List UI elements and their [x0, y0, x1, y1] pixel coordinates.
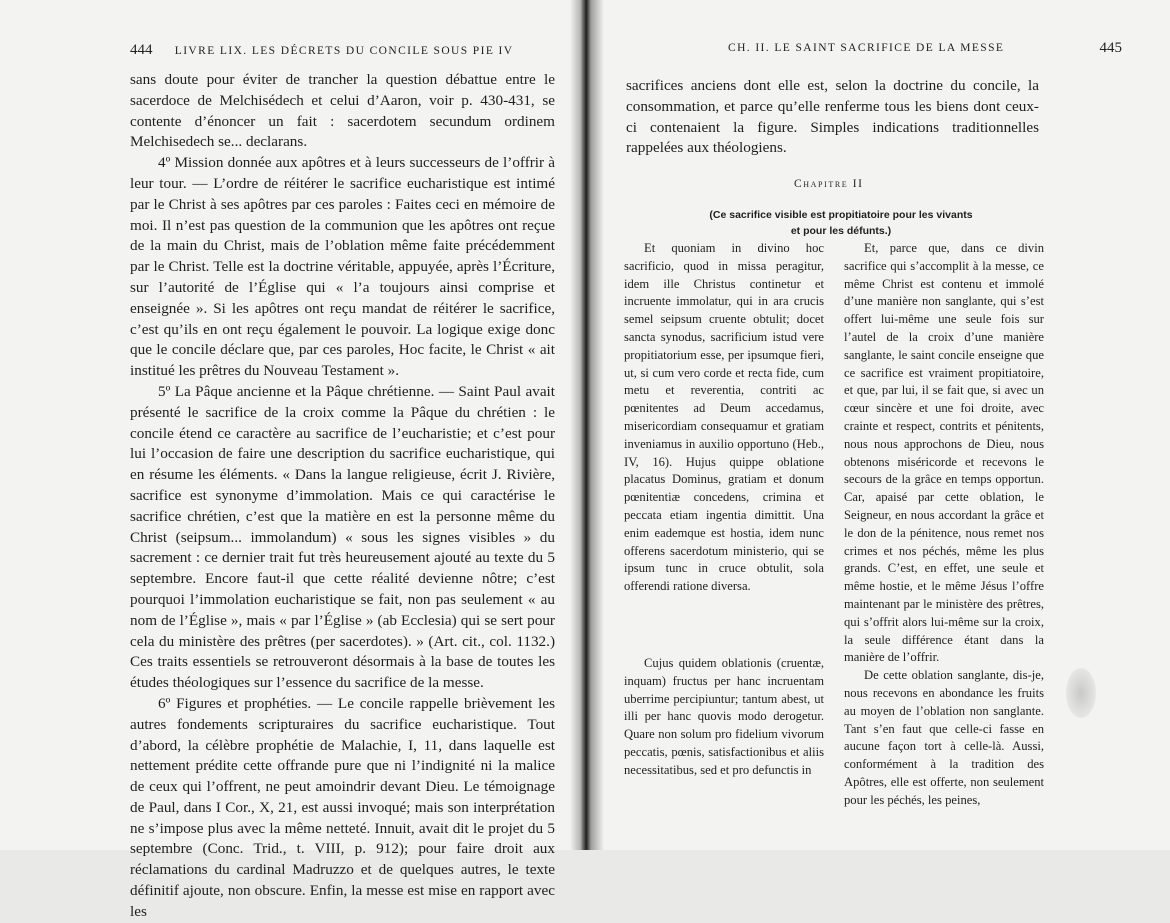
left-paragraph: sans doute pour éviter de trancher la question débattue entre le sacerdoce de Melchisédech et celui d’Aaron, voir p. 430-431, se contente d’énoncer un fait : sacerdotem secundum ordinem Melchisedech se... declarans.: [130, 71, 555, 151]
left-paragraph: 4º Mission donnée aux apôtres et à leurs successeurs de l’offrir à leur tour. — L’ordre de réitérer le sacrifice eucharistique est intimé par le Christ à ses apôtres par ces paroles : Faites ceci en mémoire de moi. Il n’est pas question de la communion que les apôtres ont reçue de la main du Christ, mais de l’oblation même faite précédemment par le Christ. Telle est la doctrine véritable, appuyée, après l’Écriture, sur l’autorité de l’Église qui « l’a toujours ainsi comprise et enseignée ». Si les apôtres ont reçu mandat de réitérer le sacrifice, c’est qu’ils en ont reçu également le pouvoir. La logique exige donc que le concile déclare que, par ces paroles, Hoc facite, le Christ « ait institué les prêtres du Nouveau Testament ».: [130, 154, 555, 380]
chapter-subtitle-line: (Ce sacrifice visible est propitiatoire pour les vivants: [709, 209, 973, 221]
left-body: [130, 70, 555, 923]
latin-column-1: [624, 240, 824, 596]
left-head-title: LIVRE LIX. LES DÉCRETS DU CONCILE SOUS PIE IV: [174, 45, 514, 57]
left-paragraph: 6º Figures et prophéties. — Le concile rappelle brièvement les autres fondements scripturaires du sacrifice eucharistique. Tout d’abord, la célèbre prophétie de Malachie, I, 11, dans laquelle est nettement prédite cette offrande pure que ni l’indignité ni la malice de ceux qui l’offrent, ne peut amoindrir devant Dieu. Le témoignage de Paul, dans I Cor., X, 21, est aussi invoqué; mais son interprétation ne s’impose plus avec la même netteté. Innuit, avait dit le projet du 5 septembre (Conc. Trid., t. VIII, p. 912); pour faire droit aux réclamations du cardinal Madruzzo et de quelques autres, le texte définitif ajoute, non obscure. Enfin, la messe est mise en rapport avec les: [130, 694, 555, 920]
latin-column-2: [624, 655, 824, 780]
right-running-head: [728, 40, 1122, 56]
chapter-title: Chapitre II: [794, 178, 864, 190]
french-column: [844, 240, 1044, 810]
latin-text: Et quoniam in divino hoc sacrificio, quod in missa peragitur, idem ille Christus continetur et incruente immolatur, qui in ara crucis semel seipsum cruente obtulit; docet sancta synodus, sacrificium istud vere propitiatorium esse, per ipsumque fieri, ut, si cum vero corde et recta fide, cum metu et reverentia, contriti ac pœnitentes ad Deum accedamus, misericordiam consequamur et gratiam inveniamus in auxilio opportuno (Heb., IV, 16). Hujus quippe oblatione placatus Dominus, gratiam et donum pœnitentiæ concedens, crimina et peccata etiam ingentia dimittit. Una enim eademque est hostia, idem nunc offerens sacerdotum ministerio, qui se ipsum tunc in cruce obtulit, sola offerendi ratione diversa.: [624, 241, 824, 594]
book-gutter: [570, 0, 604, 850]
left-paragraph: 5º La Pâque ancienne et la Pâque chrétienne. — Saint Paul avait présenté le sacrifice de la croix comme la Pâque du chrétien : le concile étend ce caractère au sacrifice de l’eucharistie; et c’est pour lui l’occasion de faire une description du sacrifice eucharistique, qui en résume les éléments. « Dans la langue religieuse, écrit J. Rivière, sacrifice est synonyme d’immolation. Mais ce qui caractérise le sacrifice chrétien, c’est que la matière en est la personne même du Christ (seipsum... immolandum) « sous les signes visibles » du sacrement : ce dernier trait fut très heureusement ajouté au texte du 5 septembre. Encore faut-il que cette réalité devienne nôtre; c’est pourquoi l’immolation eucharistique se fait, non pas seulement « au nom de l’Église », mais « par l’Église » (ab Ecclesia) qui se sert pour cela du ministère des prêtres (per sacerdotes). » (Art. cit., col. 1132.) Ces traits essentiels se retrouveront désormais à la base de toutes les études théologiques sur l’essence du sacrifice de la messe.: [130, 382, 555, 692]
right-page: [586, 0, 1170, 850]
french-text: De cette oblation sanglante, dis-je, nous recevons en abondance les fruits au moyen de l’oblation non sanglante. Tant s’en faut que celle-ci fasse en aucune façon tort à celle-là. Aussi, conformément à la tradition des Apôtres, elle est offerte, non seulement pour les péchés, les peines,: [844, 668, 1044, 807]
right-continuation: sacrifices anciens dont elle est, selon la doctrine du concile, la consommation, et parce qu’elle renferme tous les biens dont ceux-ci contenaient la figure. Simples indications traditionnelles rappelées aux théologiens.: [626, 77, 1039, 157]
left-page-number: 444: [130, 42, 153, 58]
right-page-number: 445: [1099, 40, 1122, 56]
left-running-head: [130, 42, 513, 59]
chapter-subtitle-line: et pour les défunts.): [790, 225, 892, 237]
left-page: [0, 0, 582, 920]
right-body: [626, 76, 1039, 159]
french-text: Et, parce que, dans ce divin sacrifice qui s’accomplit à la messe, ce même Christ est contenu et immolé d’une manière non sanglante, qui s’est offert lui-même une seule fois sur l’autel de la croix d’une manière sanglante, le saint concile enseigne que ce sacrifice est vraiment propitiatoire, et que, par lui, il se fait que, si avec un cœur sincère et une foi droite, avec crainte et respect, contrits et pénitents, nous nous approchons de Dieu, nous obtenons miséricorde et recevons le secours de la grâce en temps opportun. Car, apaisé par cette oblation, le Seigneur, en nous accordant la grâce et le don de la pénitence, nous remet nos crimes et nos péchés, même les plus grands. C’est, en effet, une seule et même hostie, et le même Jésus l’offre maintenant par le ministère des prêtres, qui s’offrit alors lui-même sur la croix, la seule différence étant dans la manière de l’offrir.: [844, 241, 1044, 665]
right-head-title: CH. II. LE SAINT SACRIFICE DE LA MESSE: [728, 42, 1005, 54]
latin-text: Cujus quidem oblationis (cruentæ, inquam) fructus per hanc incruentam uberrime percipiuntur; tantum abest, ut illi per hanc quovis modo derogetur. Quare non solum pro fidelium vivorum peccatis, pœnis, satisfactionibus et aliis necessitatibus, sed et pro defunctis in: [624, 656, 824, 777]
chapter-subtitle: [666, 207, 1016, 239]
page-smudge: [1066, 668, 1096, 718]
